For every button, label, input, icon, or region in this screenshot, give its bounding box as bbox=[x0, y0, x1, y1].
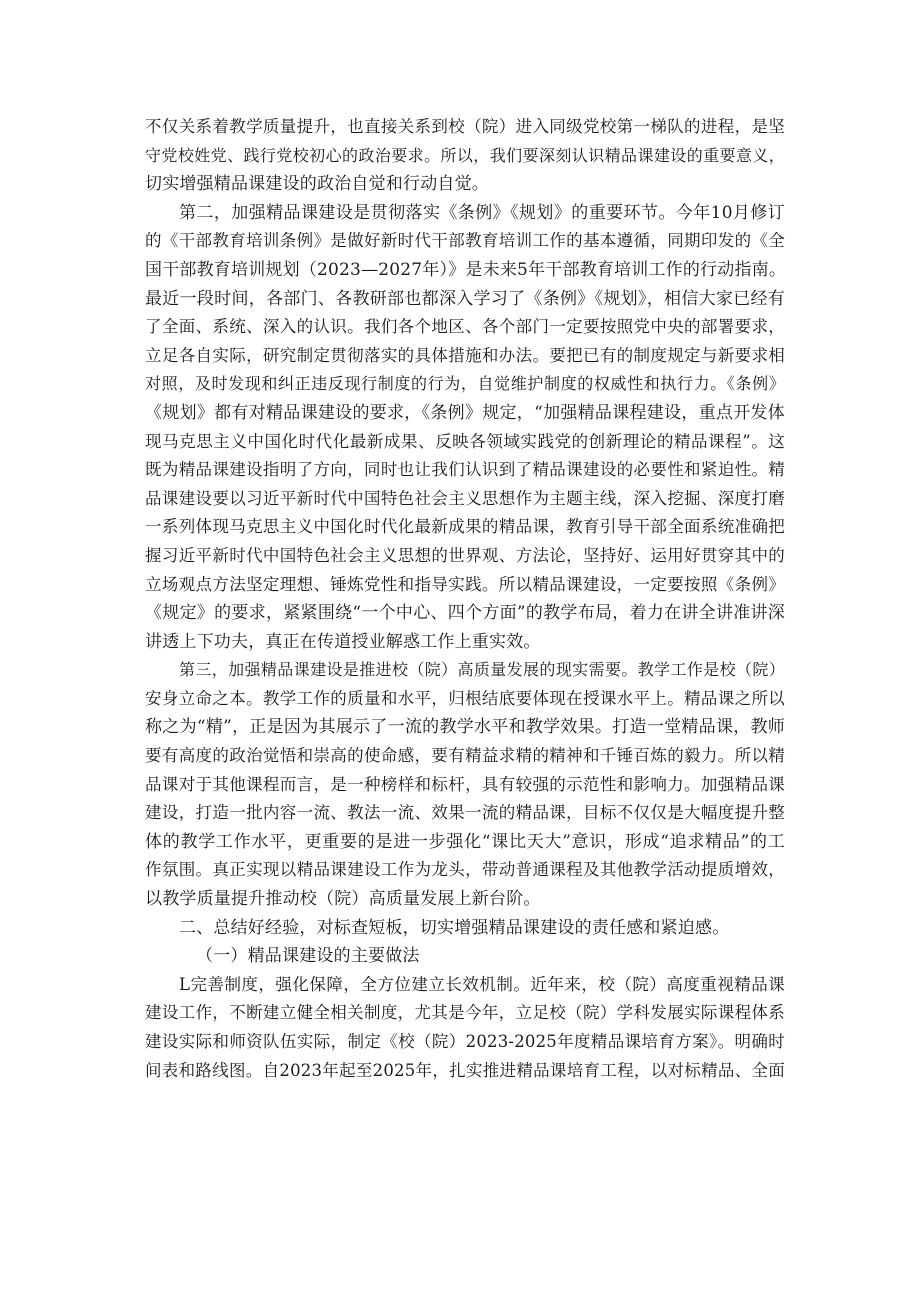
text-line: 国干部教育培训规划（2023—2027年）》是未来5年干部教育培训工作的行动指南。 bbox=[145, 259, 787, 280]
text-line: 讲透上下功夫，真正在传道授业解惑工作上重实效。 bbox=[145, 631, 541, 652]
text-line: 立场观点方法坚定理想、锤炼党性和指导实践。所以精品课建设，一定要按照《条例》 bbox=[145, 574, 785, 594]
text-line: 体的教学工作水平，更重要的是进一步强化“课比天大”意识，形成“追求精品”的工 bbox=[145, 831, 785, 852]
subsection-heading: （一）精品课建设的主要做法 bbox=[196, 946, 420, 967]
heading-section-two bbox=[145, 914, 785, 943]
text-line: 安身立命之本。教学工作的质量和水平，归根结底要体现在授课水平上。精品课之所以 bbox=[145, 688, 785, 708]
heading-subsection-one bbox=[145, 942, 785, 971]
text-line: 建设工作，不断建立健全相关制度，尤其是今年，立足校（院）学科发展实际课程体系 bbox=[145, 1003, 785, 1023]
section-heading: 二、总结好经验，对标查短板，切实增强精品课建设的责任感和紧迫感。 bbox=[179, 917, 730, 938]
text-line: 现马克思主义中国化时代化最新成果、反映各领域实践党的创新理论的精品课程”。这 bbox=[145, 431, 785, 451]
text-line: 的《干部教育培训条例》是做好新时代干部教育培训工作的基本遵循，同期印发的《全 bbox=[145, 231, 785, 251]
para-second bbox=[145, 199, 785, 657]
para-practice-one bbox=[145, 971, 785, 1085]
text-line: 切实增强精品课建设的政治自觉和行动自觉。 bbox=[145, 174, 489, 195]
text-line: 对照，及时发现和纠正违反现行制度的行为，自觉维护制度的权威性和执行力。《条例》 bbox=[145, 374, 785, 394]
text-line: 《规定》的要求，紧紧围绕“一个中心、四个方面”的教学布局，着力在讲全讲准讲深 bbox=[145, 603, 785, 624]
text-line: 以教学质量提升推动校（院）高质量发展上新台阶。 bbox=[145, 889, 541, 910]
text-line: 最近一段时间，各部门、各教研部也都深入学习了《条例》《规划》，相信大家已经有 bbox=[145, 288, 785, 309]
text-line: 品课建设要以习近平新时代中国特色社会主义思想作为主题主线，深入挖掘、深度打磨 bbox=[145, 488, 785, 508]
text-line: 品课对于其他课程而言，是一种榜样和标杆，具有较强的示范性和影响力。加强精品课 bbox=[145, 774, 785, 794]
text-line: 《规划》都有对精品课建设的要求，《条例》规定，“加强精品课程建设，重点开发体 bbox=[145, 402, 785, 423]
text-line: 一系列体现马克思主义中国化时代化最新成果的精品课，教育引导干部全面系统准确把 bbox=[145, 517, 785, 537]
text-line: 第三，加强精品课建设是推进校（院）高质量发展的现实需要。教学工作是校（院） bbox=[179, 660, 785, 680]
text-line: 作氛围。真正实现以精品课建设工作为龙头，带动普通课程及其他教学活动提质增效， bbox=[145, 860, 785, 880]
text-line: 间表和路线图。自2023年起至2025年，扎实推进精品课培育工程，以对标精品、全面 bbox=[145, 1060, 785, 1080]
document-page bbox=[145, 113, 785, 1085]
text-line: 建设实际和师资队伍实际，制定《校（院）2023-2025年度精品课培育方案》。明确时 bbox=[145, 1032, 785, 1051]
para-third bbox=[145, 656, 785, 913]
text-line: 既为精品课建设指明了方向，同时也让我们认识到了精品课建设的必要性和紧迫性。精 bbox=[145, 460, 785, 480]
text-line: 了全面、系统、深入的认识。我们各个地区、各个部门一定要按照党中央的部署要求， bbox=[145, 317, 785, 337]
text-line: 不仅关系着教学质量提升，也直接关系到校（院）进入同级党校第一梯队的进程，是坚 bbox=[145, 117, 785, 136]
text-line: 建设，打造一批内容一流、教法一流、效果一流的精品课，目标不仅仅是大幅度提升整 bbox=[145, 803, 785, 823]
text-line: 要有高度的政治觉悟和崇高的使命感，要有精益求精的精神和千锤百炼的毅力。所以精 bbox=[145, 746, 785, 766]
text-line: 守党校姓党、践行党校初心的政治要求。所以，我们要深刻认识精品课建设的重要意义， bbox=[145, 145, 785, 165]
text-line: 立足各自实际，研究制定贯彻落实的具体措施和办法。要把已有的制度规定与新要求相 bbox=[145, 345, 785, 365]
text-line: 第二，加强精品课建设是贯彻落实《条例》《规划》的重要环节。今年10月修订 bbox=[179, 202, 785, 223]
text-line: 握习近平新时代中国特色社会主义思想的世界观、方法论，坚持好、运用好贯穿其中的 bbox=[145, 545, 785, 565]
text-line: L完善制度，强化保障，全方位建立长效机制。近年来，校（院）高度重视精品课 bbox=[179, 974, 785, 994]
text-line: 称之为“精”，正是因为其展示了一流的教学水平和教学效果。打造一堂精品课，教师 bbox=[145, 717, 785, 738]
para-continuation bbox=[145, 113, 785, 199]
